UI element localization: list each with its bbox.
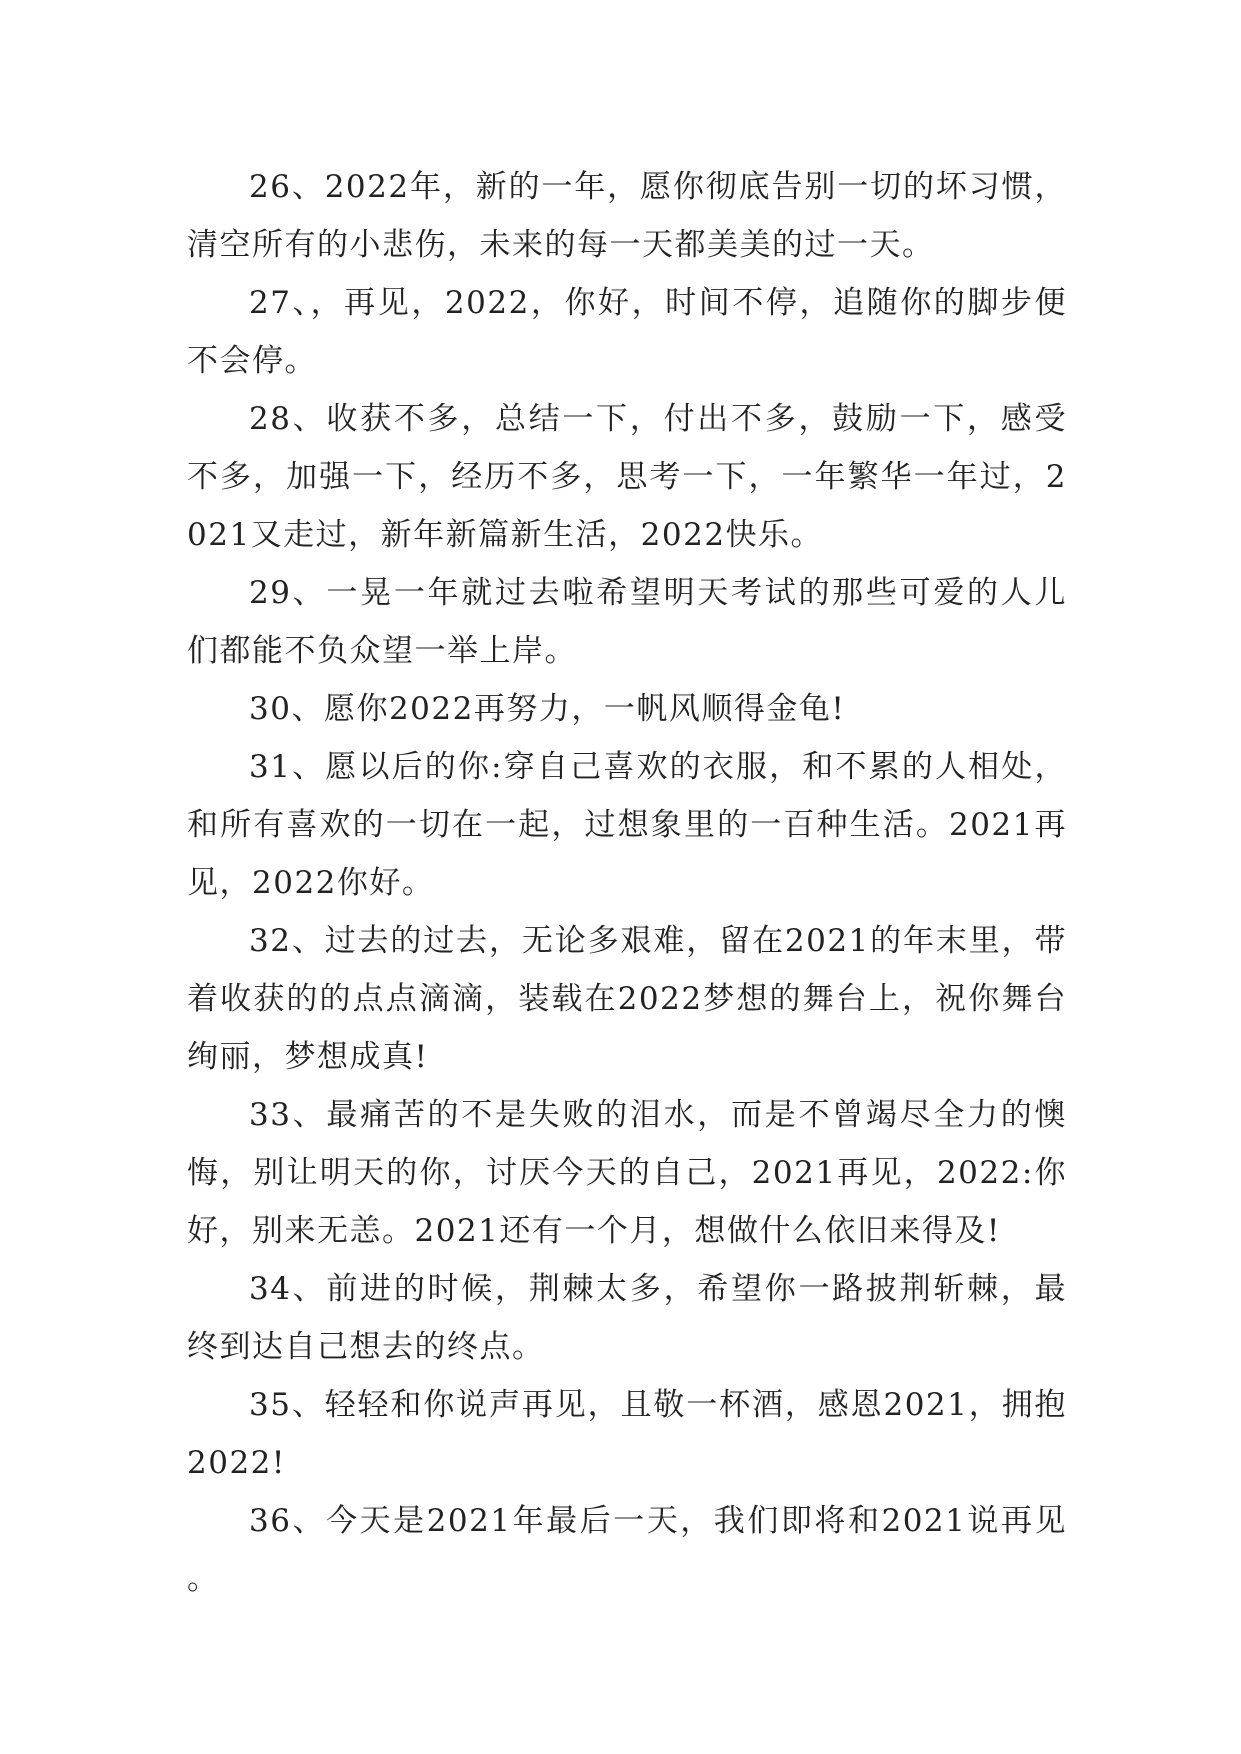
paragraph-33: 33、最痛苦的不是失败的泪水，而是不曾竭尽全力的懊悔，别让明天的你，讨厌今天的自己，2021再见，2022:你好，别来无恙。2021还有一个月，想做什么依旧来得及! <box>187 1097 1067 1249</box>
paragraph-30: 30、愿你2022再努力，一帆风顺得金龟! <box>249 691 846 727</box>
paragraph-27: 27、，再见，2022，你好，时间不停，追随你的脚步便不会停。 <box>187 285 1067 379</box>
paragraph-29: 29、一晃一年就过去啦希望明天考试的那些可爱的人儿们都能不负众望一举上岸。 <box>187 575 1067 669</box>
document-body <box>187 158 1067 1608</box>
paragraph-28: 28、收获不多，总结一下，付出不多，鼓励一下，感受不多，加强一下，经历不多，思考一下，一年繁华一年过，2021又走过，新年新篇新生活，2022快乐。 <box>187 401 1067 553</box>
paragraph-35: 35、轻轻和你说声再见，且敬一杯酒，感恩2021，拥抱2022! <box>187 1387 1067 1481</box>
paragraph-31: 31、愿以后的你:穿自己喜欢的衣服，和不累的人相处，和所有喜欢的一切在一起，过想象里的一百种生活。2021再见，2022你好。 <box>187 749 1067 901</box>
paragraph-26: 26、2022年，新的一年，愿你彻底告别一切的坏习惯，清空所有的小悲伤，未来的每一天都美美的过一天。 <box>187 169 1067 263</box>
paragraph-34: 34、前进的时候，荆棘太多，希望你一路披荆斩棘，最终到达自己想去的终点。 <box>187 1271 1067 1365</box>
paragraph-36: 36、今天是2021年最后一天，我们即将和2021说再见。 <box>187 1503 1067 1597</box>
paragraph-32: 32、过去的过去，无论多艰难，留在2021的年末里，带着收获的的点点滴滴，装载在2022梦想的舞台上，祝你舞台绚丽，梦想成真! <box>187 923 1067 1075</box>
